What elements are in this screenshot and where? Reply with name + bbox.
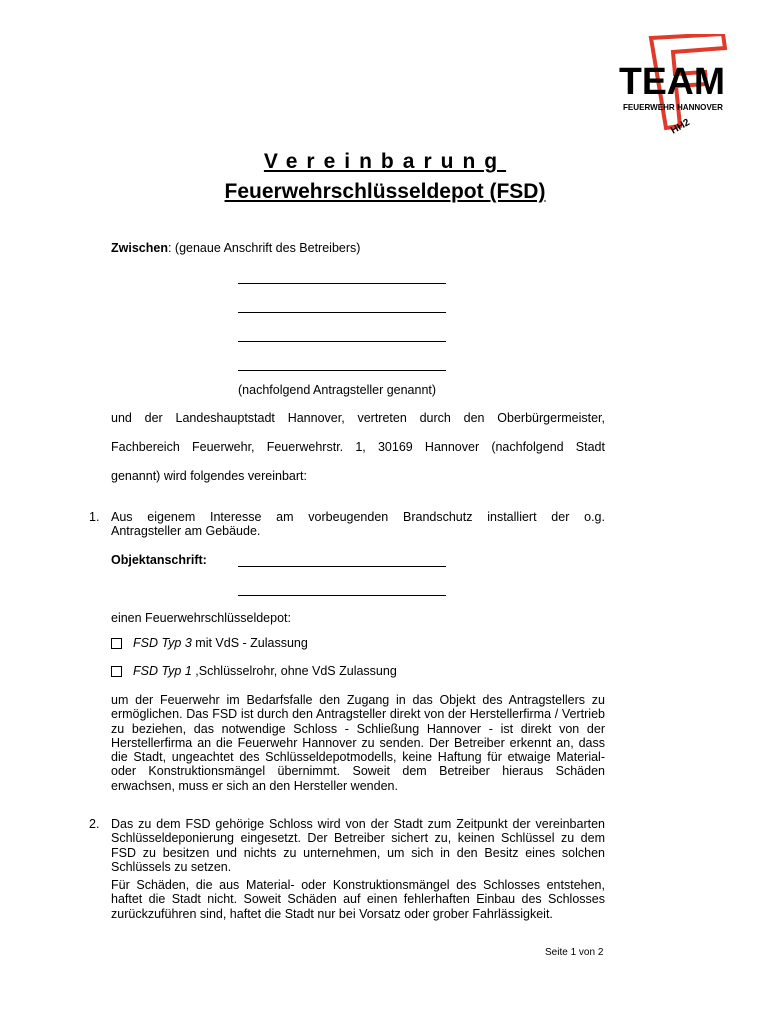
item-1-line-2: Antragsteller am Gebäude. [111,524,261,538]
objekt-line-2[interactable] [238,595,446,596]
objektanschrift-label: Objektanschrift: [111,553,207,567]
zwischen-line [111,241,360,256]
logo-sub-text: FEUERWEHR HANNOVER [623,102,723,112]
item-2-paragraph-2: Für Schäden, die aus Material- oder Konstruktionsmängel des Schlosses entstehen, haftet die Stadt nicht. Soweit Schäden auf einen fehlerhaften Einbau des Schlosses zurückzuführen sind, haftet die Stadt nur bei Vorsatz oder grober Fahrlässigkeit. [111,878,605,921]
option-fsd-typ-1 [133,664,397,679]
logo-team-text: TEAM [619,61,725,103]
address-line-2[interactable] [238,312,446,313]
intro-line-2: Fachbereich Feuerwehr, Feuerwehrstr. 1, 30169 Hannover (nachfolgend Stadt [111,440,605,454]
objekt-line-1[interactable] [238,566,446,567]
address-line-1[interactable] [238,283,446,284]
item-2-paragraph-1: Das zu dem FSD gehörige Schloss wird von der Stadt zum Zeitpunkt der vereinbarten Schlüsseldeponierung eingesetzt. Der Betreiber sichert zu, keinen Schlüssel zu dem FSD zu besitzen und nichts zu unternehmen, um sich in den Besitz eines solchen Schlüssels zu setzen. [111,817,605,874]
page-footer: Seite 1 von 2 [545,947,604,958]
option-1-italic: FSD Typ 3 [133,636,192,650]
option-1-rest: mit VdS - Zulassung [191,636,308,650]
page-title: Vereinbarung [263,150,507,173]
item-1-paragraph: um der Feuerwehr im Bedarfsfalle den Zugang in das Objekt des Antragstellers zu ermöglichen. Das FSD ist durch den Antragsteller direkt von der Herstellerfirma / Vertrieb zu beziehen, das notwendige Schloss - Schließung Hannover - ist direkt von der Herstellerfirma an die Feuerwehr Hannover zu senden. Der Betreiber erkennt an, dass die Stadt, ungeachtet des Schlüsseldepotmodells, keine Haftung für etwaige Material- oder Konstruktionsmängel übernimmt. Soweit dem Betreiber hieraus Schäden erwachsen, muss er sich an den Hersteller wenden. [111,693,605,793]
depot-line: einen Feuerwehrschlüsseldepot: [111,611,291,625]
item-2-number: 2. [89,817,100,831]
item-1-number: 1. [89,510,100,524]
address-line-4[interactable] [238,370,446,371]
option-2-rest: ,Schlüsselrohr, ohne VdS Zulassung [191,664,397,678]
address-line-3[interactable] [238,341,446,342]
intro-line-1: und der Landeshauptstadt Hannover, vertreten durch den Oberbürgermeister, [111,411,605,425]
option-2-italic: FSD Typ 1 [133,664,192,678]
zwischen-rest: : (genaue Anschrift des Betreibers) [167,241,361,255]
page-subtitle: Feuerwehrschlüsseldepot (FSD) [224,180,546,203]
team-feuerwehr-logo [611,34,733,142]
intro-line-3: genannt) wird folgendes vereinbart: [111,469,307,483]
antragsteller-note: (nachfolgend Antragsteller genannt) [238,383,437,397]
checkbox-fsd-typ-3[interactable] [111,638,122,649]
option-fsd-typ-3 [133,636,308,651]
zwischen-label: Zwischen [111,241,168,255]
checkbox-fsd-typ-1[interactable] [111,666,122,677]
logo-stamp-text: HH2 [669,117,692,137]
item-1-line-1: Aus eigenem Interesse am vorbeugenden Brandschutz installiert der o.g. [111,510,605,524]
